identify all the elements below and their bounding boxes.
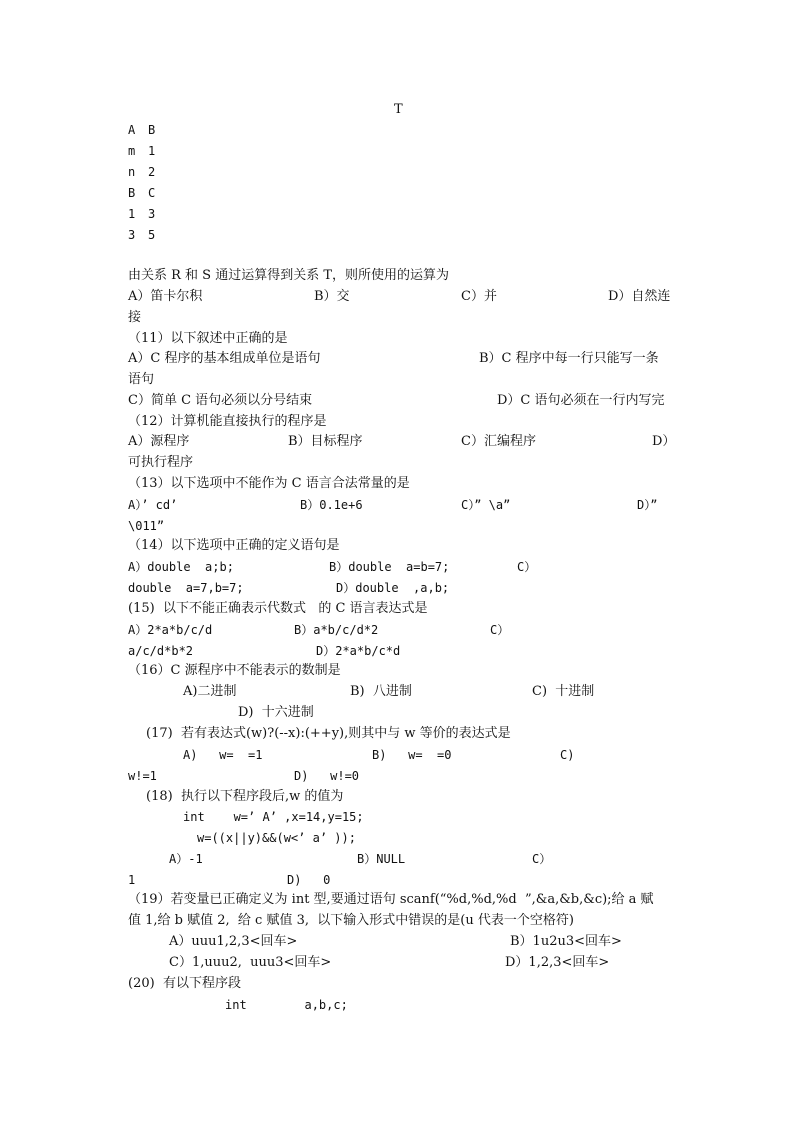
option-d-continued: \011” — [128, 519, 165, 533]
option-d: D）2*a*b/c*d — [316, 644, 401, 658]
option-d: D）1,2,3<回车> — [505, 955, 610, 970]
question-stem: （16）C 源程序中不能表示的数制是 — [128, 663, 341, 678]
option-c: C）” \a” — [461, 498, 511, 512]
table-cell: B — [128, 186, 136, 200]
option-a: A）笛卡尔积 — [128, 289, 203, 304]
code-line: int w=’ A’ ,x=14,y=15; — [183, 810, 364, 824]
question-stem: (20) 有以下程序段 — [128, 976, 241, 991]
option-a: A）2*a*b/c/d — [128, 623, 213, 637]
question-stem: （19）若变量已正确定义为 int 型,要通过语句 scanf(“%d,%d,%d ”,&a,&b,&c);给 a 赋 — [128, 892, 654, 907]
question-stem: 由关系 R 和 S 通过运算得到关系 T，则所使用的运算为 — [128, 268, 450, 283]
question-stem: （11）以下叙述中正确的是 — [128, 331, 288, 346]
option-c: C） — [490, 623, 510, 637]
option-c-continued: a/c/d*b*2 — [128, 644, 194, 658]
option-d: D) 十六进制 — [238, 705, 314, 720]
option-b: B）目标程序 — [288, 434, 363, 449]
option-b: B）C 程序中每一行只能写一条 — [479, 351, 659, 366]
option-a: A) w= =1 — [183, 748, 263, 762]
option-a: A）C 程序的基本组成单位是语句 — [128, 351, 321, 366]
option-d-continued: 接 — [128, 310, 142, 325]
option-b: B）a*b/c/d*2 — [294, 623, 379, 637]
code-line: int a,b,c; — [225, 998, 348, 1012]
option-b: B）NULL — [357, 852, 406, 866]
option-c: C）并 — [461, 289, 497, 304]
option-c: C）1,uuu2, uuu3<回车> — [169, 955, 332, 970]
option-d-continued: 可执行程序 — [128, 455, 194, 470]
option-b: B）交 — [314, 289, 350, 304]
option-d: D）自然连 — [608, 289, 671, 304]
option-d: D）” — [637, 498, 658, 512]
option-d: D) w!=0 — [294, 769, 360, 783]
option-b: B) w= =0 — [372, 748, 452, 762]
relation-title: T — [394, 102, 403, 117]
option-c: C） — [517, 560, 537, 574]
option-c-continued: w!=1 — [128, 769, 157, 783]
option-b: B) 八进制 — [350, 684, 412, 699]
option-d: D) 0 — [287, 873, 331, 887]
option-c: C) 十进制 — [532, 684, 595, 699]
question-stem: (17) 若有表达式(w)?(--x):(++y),则其中与 w 等价的表达式是 — [146, 726, 511, 741]
option-c-continued: double a=7,b=7; — [128, 581, 244, 595]
table-cell: 2 — [148, 165, 156, 179]
question-stem: (18) 执行以下程序段后,w 的值为 — [146, 789, 344, 804]
option-b: B）0.1e+6 — [300, 498, 363, 512]
option-c: C) — [560, 748, 575, 762]
option-c: C）简单 C 语句必须以分号结束 — [128, 393, 313, 408]
table-cell: m — [128, 144, 136, 158]
option-c: C） — [532, 852, 552, 866]
question-stem: （14）以下选项中正确的定义语句是 — [128, 538, 340, 553]
table-cell: 1 — [128, 207, 136, 221]
table-cell: 3 — [128, 228, 136, 242]
option-a: A)二进制 — [183, 684, 237, 699]
option-b: B）double a=b=7; — [329, 560, 450, 574]
option-a: A）uuu1,2,3<回车> — [169, 934, 298, 949]
option-d: D）double ,a,b; — [336, 581, 450, 595]
option-a: A）’ cd’ — [128, 498, 178, 512]
question-stem: （13）以下选项中不能作为 C 语言合法常量的是 — [128, 476, 410, 491]
option-c: C）汇编程序 — [461, 434, 536, 449]
table-cell: 5 — [148, 228, 156, 242]
table-cell: B — [148, 123, 156, 137]
option-a: A）-1 — [169, 852, 203, 866]
code-line: w=((x||y)&&(w<’ a’ )); — [197, 831, 356, 845]
option-b-continued: 语句 — [128, 372, 155, 387]
table-cell: A — [128, 123, 136, 137]
option-b: B）1u2u3<回车> — [510, 934, 622, 949]
table-cell: 3 — [148, 207, 156, 221]
table-cell: n — [128, 165, 136, 179]
question-stem: （12）计算机能直接执行的程序是 — [128, 414, 327, 429]
question-stem-continued: 值 1,给 b 赋值 2, 给 c 赋值 3, 以下输入形式中错误的是(u 代表一个空格符) — [128, 913, 574, 928]
table-cell: 1 — [148, 144, 156, 158]
question-stem: (15) 以下不能正确表示代数式 的 C 语言表达式是 — [128, 601, 428, 616]
option-a: A）源程序 — [128, 434, 190, 449]
option-a: A）double a;b; — [128, 560, 234, 574]
option-d: D） — [652, 434, 676, 449]
option-d: D）C 语句必须在一行内写完 — [497, 393, 665, 408]
option-c-continued: 1 — [128, 873, 136, 887]
table-cell: C — [148, 186, 156, 200]
